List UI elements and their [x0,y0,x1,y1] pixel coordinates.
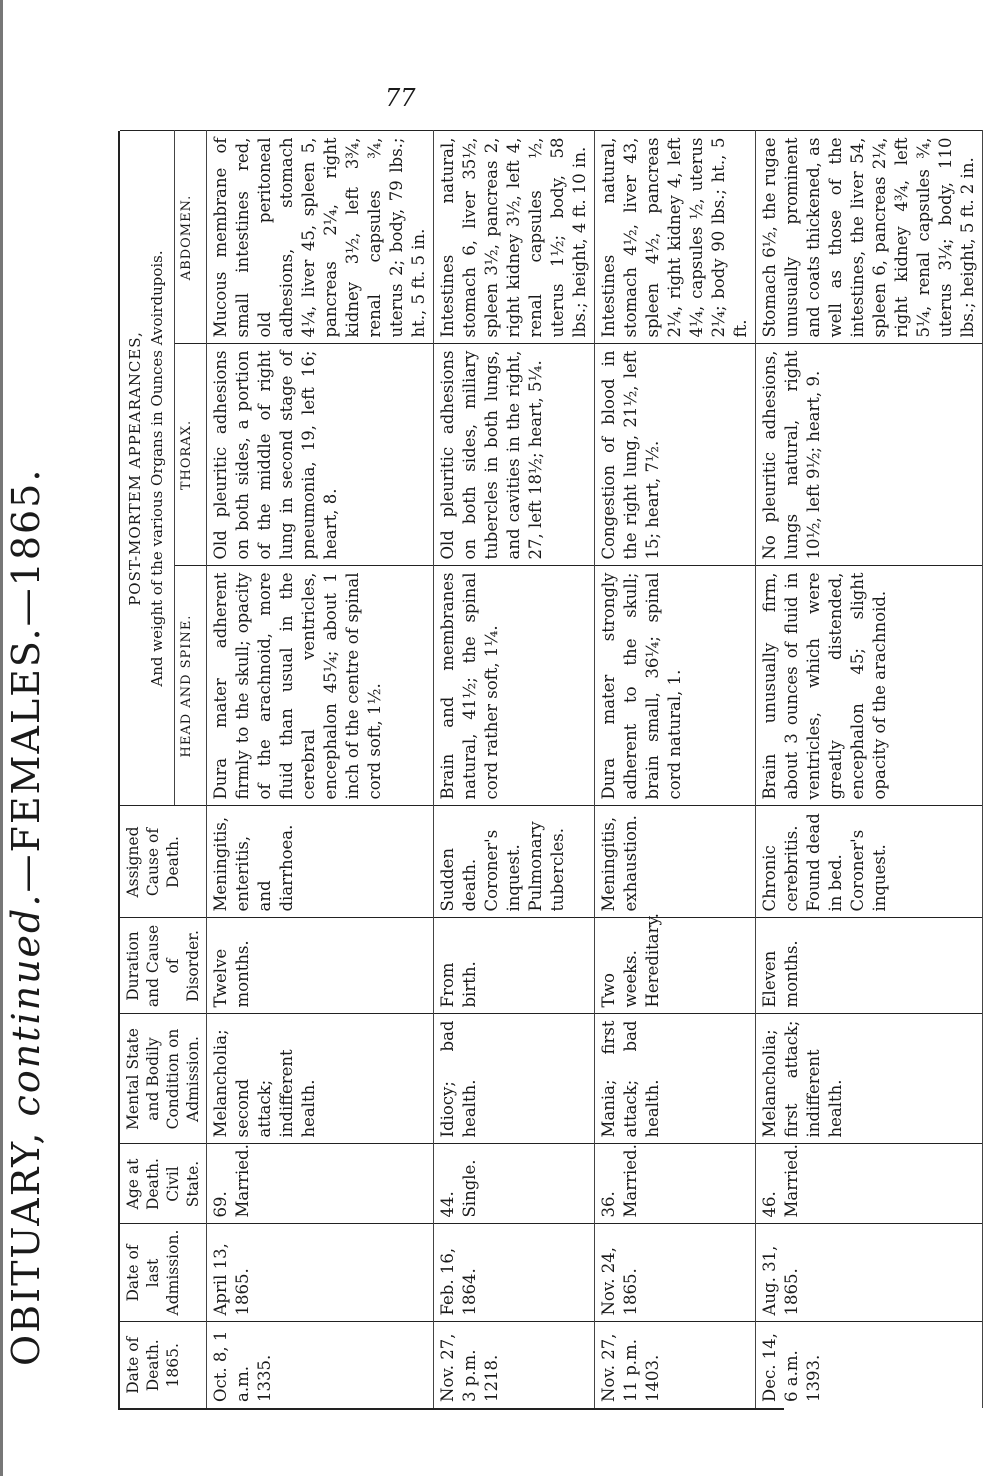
cell-duration: Eleven months. [756,918,983,1014]
title-continued: continued. [4,892,48,1117]
cell-duration: Two weeks. Hereditary. [595,918,756,1014]
cell-assigned-cause: Meningitis, enteritis, and diarrhoea. [207,806,434,918]
cell-mental-state: Melancholia; first attack; indifferent health. [756,1014,983,1144]
table-row [756,131,983,1408]
title-suffix: —FEMALES.—1865. [4,467,48,893]
cell-age-civil-state: 44. Single. [434,1144,595,1224]
cell-head-spine: Brain unusually firm, about 3 ounces of fluid in ventricles, which were greatly distended, encephalon 45; slight opacity of the arachnoid. [756,566,983,806]
cell-date-of-death: Dec. 14, 6 a.m. 1393. [756,1322,983,1408]
cell-age-civil-state: 69. Married. [207,1144,434,1224]
header-assigned-cause: Assigned Cause of Death. [120,806,207,918]
cell-age-civil-state: 36. Married. [595,1144,756,1224]
header-date-last-admission: Date of last Admission. [120,1224,207,1322]
cell-abdomen: Mucous membrane of small intestines red, old peritoneal adhesions, stomach 4¼, liver 45, spleen 5, pancreas 2¼, right kidney 3½, left 3¾, renal capsules ¾, uterus 2; body, 79 lbs.; ht., 5 ft. 5 in. [207,131,434,344]
cell-mental-state: Mania; first attack; bad health. [595,1014,756,1144]
page-title [4,468,48,1366]
cell-thorax: Old pleuritic adhesions on both sides, a portion of the middle of right lung in second stage of pneumonia, 19, left 16; heart, 8. [207,344,434,566]
cell-thorax: Congestion of blood in the right lung, 21½, left 15; heart, 7½. [595,344,756,566]
header-head-spine: HEAD AND SPINE. [175,566,207,806]
header-date-of-death: Date of Death. 1865. [120,1322,207,1408]
table-row [595,131,756,1408]
cell-abdomen: Intestines natural, stomach 6, liver 35½, spleen 3½, pancreas 2, right kidney 3½, left 4, renal capsules ½, uterus 1½; body, 58 lbs.; height, 4 ft. 10 in. [434,131,595,344]
cell-abdomen: Intestines natural, stomach 4½, liver 43, spleen 4½, pancreas 2¼, right kidney 4, left 4¼, capsules ½, uterus 2¼; body 90 lbs.; ht., 5 ft. [595,131,756,344]
page-number: 77 [385,84,416,112]
table-row [434,131,595,1408]
header-age-civil-state: Age at Death. Civil State. [120,1144,207,1224]
cell-date-last-admission: April 13, 1865. [207,1224,434,1322]
cell-date-last-admission: Feb. 16, 1864. [434,1224,595,1322]
post-mortem-title: POST-MORTEM APPEARANCES, [126,331,144,606]
rotated-sheet [0,126,977,1476]
obituary-table-container [118,131,977,1410]
obituary-table [120,131,983,1409]
cell-mental-state: Idiocy; bad health. [434,1014,595,1144]
cell-thorax: Old pleuritic adhesions on both sides, miliary tubercles in both lungs, and cavities in the right, 27, left 18½; heart, 5¼. [434,344,595,566]
header-thorax: THORAX. [175,344,207,566]
cell-date-of-death: Nov. 27, 11 p.m. 1403. [595,1322,756,1408]
cell-head-spine: Dura mater strongly adherent to the skull; brain small, 36¼; spinal cord natural, 1. [595,566,756,806]
cell-date-last-admission: Nov. 24, 1865. [595,1224,756,1322]
cell-duration: Twelve months. [207,918,434,1014]
cell-mental-state: Melancholia; second attack; indifferent health. [207,1014,434,1144]
cell-assigned-cause: Chronic cerebritis. Found dead in bed. Coroner's inquest. [756,806,983,918]
cell-duration: From birth. [434,918,595,1014]
header-mental-state: Mental State and Bodily Condition on Admission. [120,1014,207,1144]
header-abdomen: ABDOMEN. [175,131,207,344]
cell-thorax: No pleuritic adhesions, lungs natural, right 10½, left 9½; heart, 9. [756,344,983,566]
cell-date-last-admission: Aug. 31, 1865. [756,1224,983,1322]
cell-date-of-death: Oct. 8, 1 a.m. 1335. [207,1322,434,1408]
cell-assigned-cause: Meningitis, exhaustion. [595,806,756,918]
cell-abdomen: Stomach 6½, the rugae unusually prominent and coats thickened, as well as those of the intestines, the liver 54, spleen 6, pancreas 2¼, right kidney 4¾, left 5¼, renal capsules ¾, uterus 3¼; body, 110 lbs.; height, 5 ft. 2 in. [756,131,983,344]
cell-head-spine: Brain and membranes natural, 41½; the spinal cord rather soft, 1¼. [434,566,595,806]
table-row [207,131,434,1408]
post-mortem-subtitle: And weight of the various Organs in Ounces Avoirdupois. [148,250,166,687]
header-duration: Duration and Cause of Disorder. [120,918,207,1014]
cell-assigned-cause: Sudden death. Coroner's inquest. Pulmonary tubercles. [434,806,595,918]
title-main: OBITUARY, [4,1130,48,1366]
cell-date-of-death: Nov. 27, 3 p.m. 1218. [434,1322,595,1408]
cell-age-civil-state: 46. Married. [756,1144,983,1224]
header-post-mortem [120,131,175,806]
cell-head-spine: Dura mater adherent firmly to the skull; opacity of the arachnoid, more fluid than usual in the cerebral ventricles, encephalon 45¼; about 1 inch of the centre of spinal cord soft, 1½. [207,566,434,806]
